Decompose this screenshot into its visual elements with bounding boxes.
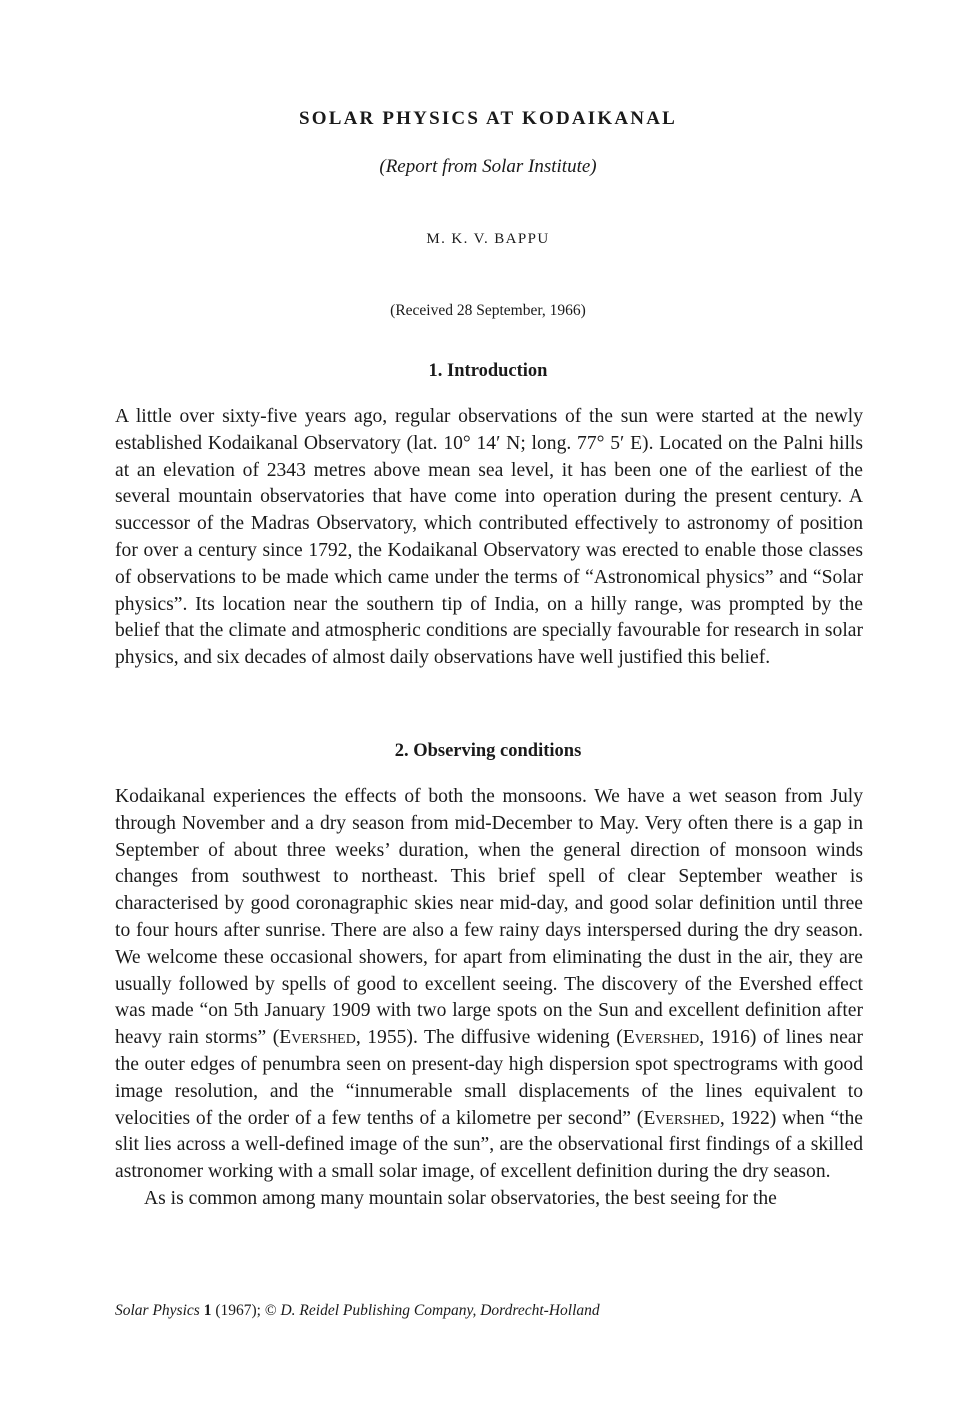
paragraph bbox=[115, 784, 863, 1186]
paragraph: A little over sixty-five years ago, regular observations of the sun were started at the newly established Kodaikanal Observatory (lat. 10° 14′ N; long. 77° 5′ E). Located on the Palni hills at an elevation of 2343 metres above mean sea level, it has been one of the earliest of the several mountain observatories that have come into operation during the present century. A successor of the Madras Observatory, which contributed effectively to astronomy of position for over a century since 1792, the Kodaikanal Observatory was erected to enable those classes of observations to be made which came under the terms of “Astronomical physics” and “Solar physics”. Its location near the southern tip of India, on a hilly range, was prompted by the belief that the climate and atmospheric conditions are specially favourable for research in solar physics, and six decades of almost daily observations have well justified this belief. bbox=[115, 406, 863, 669]
copyright-symbol: © bbox=[264, 1302, 277, 1319]
received-date: (Received 28 September, 1966) bbox=[390, 302, 586, 319]
journal-footer bbox=[115, 1302, 600, 1320]
section-heading-introduction: 1. Introduction bbox=[428, 361, 548, 381]
paragraph: As is common among many mountain solar observatories, the best seeing for the bbox=[144, 1187, 777, 1209]
paper-subtitle: (Report from Solar Institute) bbox=[379, 156, 597, 177]
paper-title: SOLAR PHYSICS AT KODAIKANAL bbox=[298, 108, 678, 129]
journal-name: Solar Physics bbox=[115, 1302, 200, 1319]
journal-volume: 1 bbox=[203, 1302, 212, 1319]
text-run: , 1922) when “the slit lies across a well-defined image of the sun”, are the observational first findings of a skilled astronomer working with a small solar image, of excellent definition during the dry season. bbox=[115, 1107, 863, 1183]
journal-year: (1967); bbox=[215, 1302, 261, 1319]
section-heading-observing-conditions: 2. Observing conditions bbox=[394, 741, 582, 761]
text-run: , 1955). The diffusive widening ( bbox=[355, 1027, 623, 1049]
citation-author: Evershed bbox=[643, 1107, 720, 1129]
citation-author: Evershed bbox=[622, 1027, 700, 1049]
section-body-introduction bbox=[115, 404, 863, 672]
author-name: M. K. V. BAPPU bbox=[426, 231, 550, 247]
text-run: , 1916) of lines near the outer edges of penumbra seen on present-day high dispersion spot spectrograms with good image resolution, and the “innumerable small displacements of the lines equivalent to velocities of the order of a few tenths of a kilometre per second” ( bbox=[115, 1027, 864, 1129]
publisher-name: D. Reidel Publishing Company, Dordrecht-Holland bbox=[280, 1302, 600, 1319]
citation-author: Evershed bbox=[279, 1027, 356, 1049]
section-body-observing-conditions bbox=[115, 784, 863, 1213]
text-run: Kodaikanal experiences the effects of both the monsoons. We have a wet season from July through November and a dry season from mid-December to May. Very often there is a gap in September of about three weeks’ duration, when the general direction of monsoon winds changes from southwest to northeast. This brief spell of clear September weather is characterised by good coronagraphic skies near mid-day, and good solar definition until three to four hours after sunrise. There are also a few rainy days interspersed during the dry season. We welcome these occasional showers, for apart from eliminating the dust in the air, they are usually followed by spells of good to excellent seeing. The discovery of the Evershed effect was made “on 5th January 1909 with two large spots on the Sun and excellent definition after heavy rain storms” ( bbox=[115, 786, 863, 1049]
